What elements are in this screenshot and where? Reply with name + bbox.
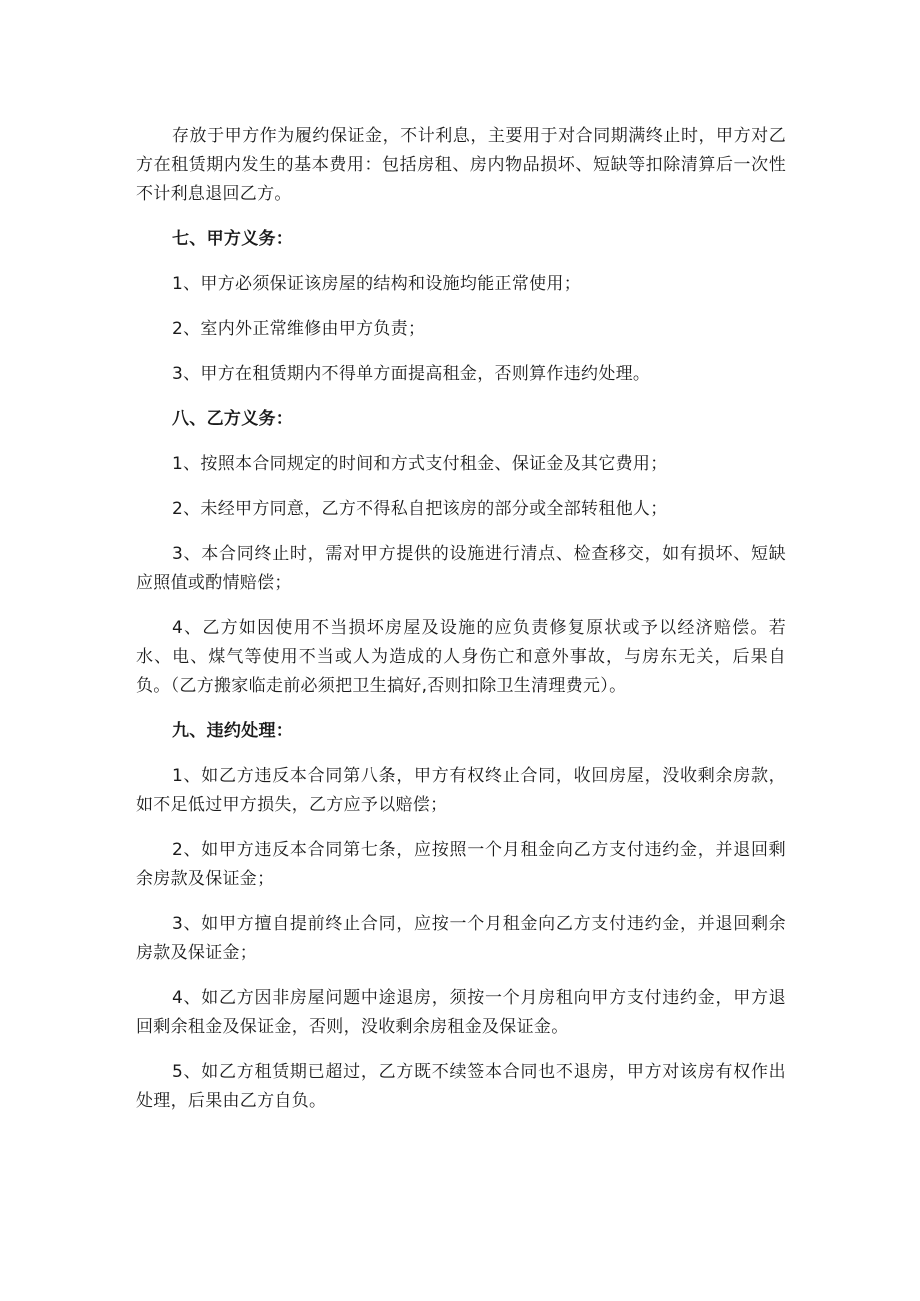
section-8-item-3: 3、本合同终止时，需对甲方提供的设施进行清点、检查移交，如有损坏、短缺应照值或酌情赔偿； <box>136 544 786 593</box>
section-9-item-2: 2、如甲方违反本合同第七条，应按照一个月租金向乙方支付违约金，并退回剩余房款及保证金； <box>136 840 786 889</box>
section-9-item-3: 3、如甲方擅自提前终止合同，应按一个月租金向乙方支付违约金，并退回剩余房款及保证金； <box>136 914 786 963</box>
section-9-heading: 九、违约处理： <box>172 721 294 741</box>
section-9-item-4: 4、如乙方因非房屋问题中途退房，须按一个月房租向甲方支付违约金，甲方退回剩余租金及保证金，否则，没收剩余房租金及保证金。 <box>136 988 786 1037</box>
section-9-item-1: 1、如乙方违反本合同第八条，甲方有权终止合同，收回房屋，没收剩余房款，如不足低过甲方损失，乙方应予以赔偿； <box>136 766 786 815</box>
section-7-item-1: 1、甲方必须保证该房屋的结构和设施均能正常使用； <box>172 274 582 294</box>
section-8-heading: 八、乙方义务： <box>172 409 294 429</box>
document-page <box>136 122 786 1116</box>
intro-paragraph: 存放于甲方作为履约保证金，不计利息，主要用于对合同期满终止时，甲方对乙方在租赁期内发生的基本费用：包括房租、房内物品损坏、短缺等扣除清算后一次性不计利息退回乙方。 <box>136 126 786 204</box>
section-8-item-2: 2、未经甲方同意，乙方不得私自把该房的部分或全部转租他人； <box>172 499 668 519</box>
section-7-heading: 七、甲方义务： <box>172 229 294 249</box>
section-8-item-1: 1、按照本合同规定的时间和方式支付租金、保证金及其它费用； <box>172 454 668 474</box>
section-7-item-2: 2、室内外正常维修由甲方负责； <box>172 319 426 339</box>
section-7-item-3: 3、甲方在租赁期内不得单方面提高租金，否则算作违约处理。 <box>172 364 651 384</box>
section-9-item-5: 5、如乙方租赁期已超过，乙方既不续签本合同也不退房，甲方对该房有权作出处理，后果由乙方自负。 <box>136 1062 786 1111</box>
section-8-item-4: 4、乙方如因使用不当损坏房屋及设施的应负责修复原状或予以经济赔偿。若水、电、煤气等使用不当或人为造成的人身伤亡和意外事故，与房东无关，后果自负。（乙方搬家临走前必须把卫生搞好,否则扣除卫生清理费元）。 <box>136 618 786 696</box>
